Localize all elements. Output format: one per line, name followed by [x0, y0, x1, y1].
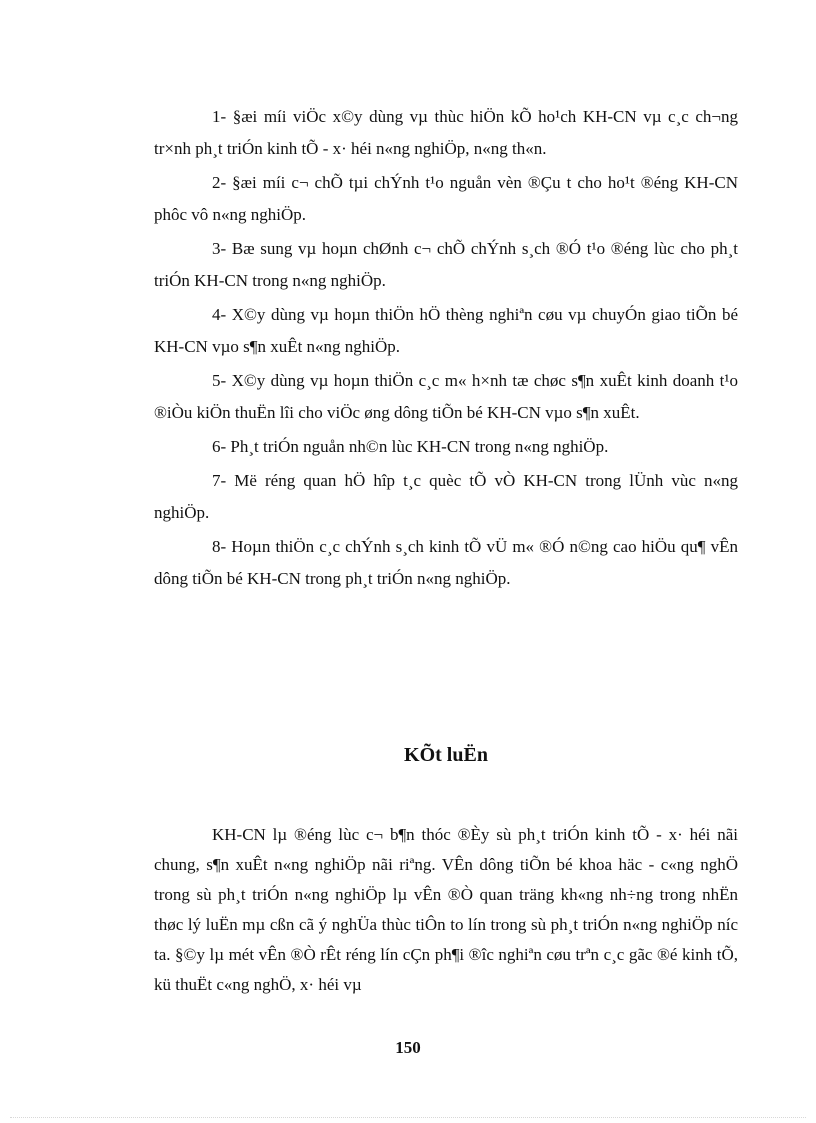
list-item: 1- §æi míi viÖc x©y dùng vµ thùc hiÖn kÕ ho¹ch KH-CN vµ c¸c ch¬ng tr×nh ph¸t triÓn kinh tÕ - x· héi n«ng nghiÖp, n«ng th«n. — [154, 107, 738, 158]
recommendation-list — [154, 101, 738, 597]
page-bottom-divider — [10, 1117, 806, 1118]
list-item: 4- X©y dùng vµ hoµn thiÖn hÖ thèng nghiªn cøu vµ chuyÓn giao tiÕn bé KH-CN vµo s¶n xuÊt n«ng nghiÖp. — [154, 305, 738, 356]
list-item: 7- Më réng quan hÖ hîp t¸c quèc tÕ vÒ KH-CN trong lÜnh vùc n«ng nghiÖp. — [154, 471, 738, 522]
page-number: 150 — [395, 1038, 421, 1057]
list-item: 2- §æi míi c¬ chÕ tµi chÝnh t¹o nguån vèn ®Çu t cho ho¹t ®éng KH-CN phôc vô n«ng nghiÖp. — [154, 173, 738, 224]
section-heading: KÕt luËn — [404, 744, 488, 766]
list-item: 8- Hoµn thiÖn c¸c chÝnh s¸ch kinh tÕ vÜ m« ®Ó n©ng cao hiÖu qu¶ vÊn dông tiÕn bé KH-CN trong ph¸t triÓn n«ng nghiÖp. — [154, 537, 738, 588]
conclusion-paragraph: KH-CN lµ ®éng lùc c¬ b¶n thóc ®Èy sù ph¸t triÓn kinh tÕ - x· héi nãi chung, s¶n xuÊt n«ng nghiÖp nãi riªng. VÊn dông tiÕn bé khoa häc - c«ng nghÖ trong sù ph¸t triÓn n«ng nghiÖp lµ vÊn ®Ò quan träng kh«ng nh÷ng trong nhËn thøc lý luËn mµ cßn cã ý nghÜa thùc tiÔn to lín trong sù ph¸t triÓn n«ng nghiÖp níc ta. §©y lµ mét vÊn ®Ò rÊt réng lín cÇn ph¶i ®îc nghiªn cøu trªn c¸c gãc ®é kinh tÕ, kü thuËt c«ng nghÖ, x· héi vµ — [154, 825, 738, 994]
list-item: 5- X©y dùng vµ hoµn thiÖn c¸c m« h×nh tæ chøc s¶n xuÊt kinh doanh t¹o ®iÒu kiÖn thuËn lîi cho viÖc øng dông tiÕn bé KH-CN vµo s¶n xuÊt. — [154, 371, 738, 422]
list-item: 3- Bæ sung vµ hoµn chØnh c¬ chÕ chÝnh s¸ch ®Ó t¹o ®éng lùc cho ph¸t triÓn KH-CN trong n«ng nghiÖp. — [154, 239, 738, 290]
list-item: 6- Ph¸t triÓn nguån nh©n lùc KH-CN trong n«ng nghiÖp. — [212, 437, 609, 456]
